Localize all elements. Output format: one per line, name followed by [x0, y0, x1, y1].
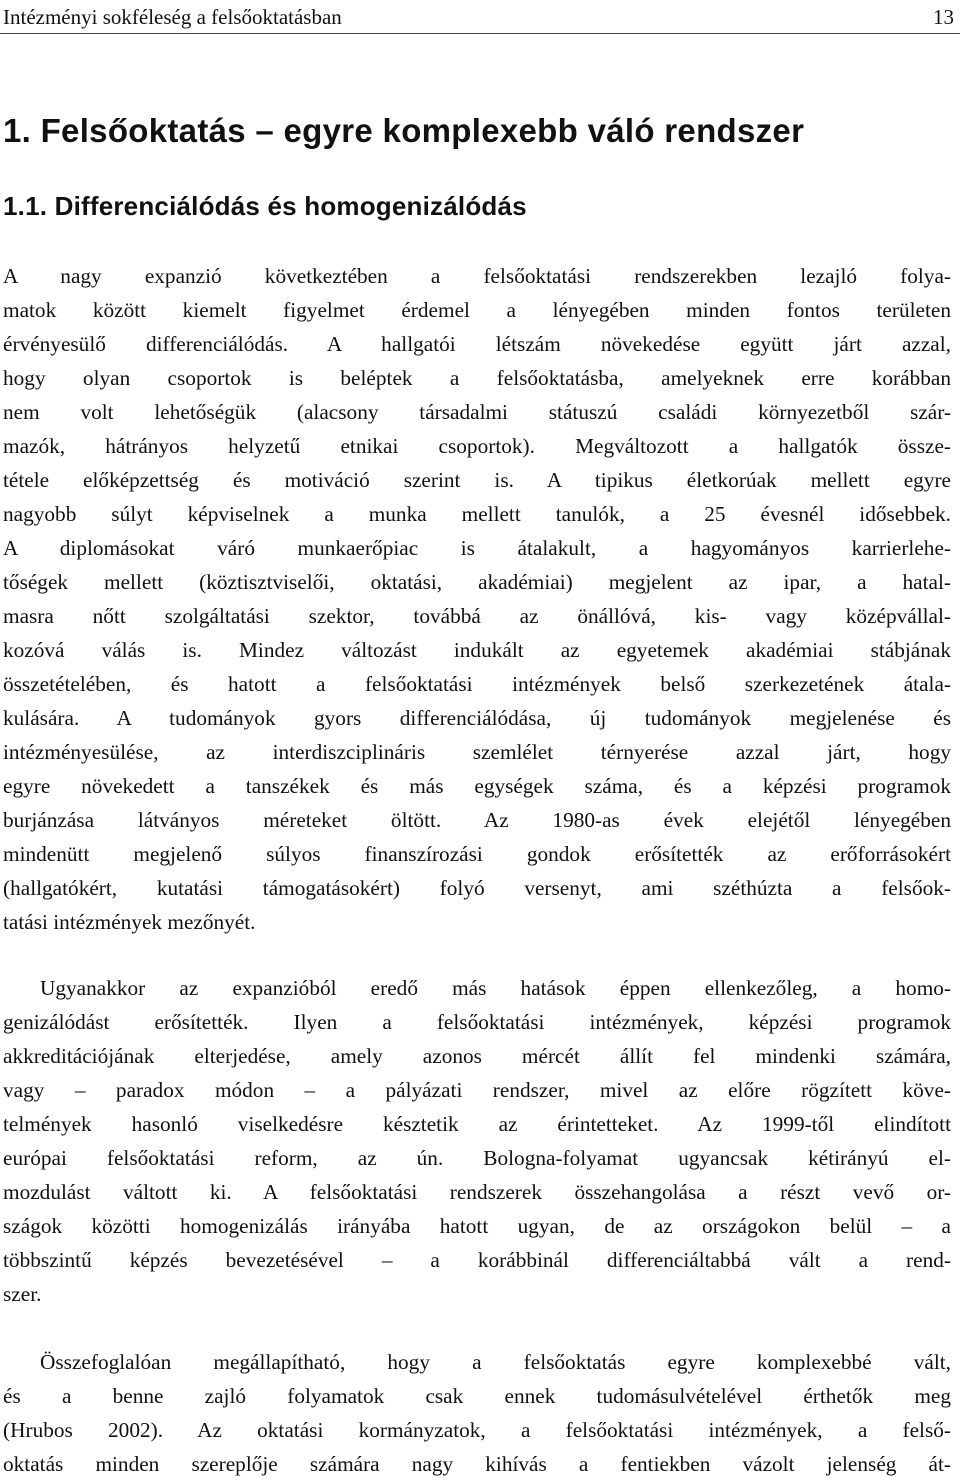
text-line: nem volt lehetőségük (alacsony társadalmi státuszú családi környezetből szár-: [3, 400, 951, 424]
text-line: kozóvá válás is. Mindez változást indukált az egyetemek akadémiai stábjának: [3, 638, 951, 662]
page-number: 13: [933, 5, 954, 29]
text-line: tétele előképzettség és motiváció szerint is. A tipikus életkorúak mellett egyre: [3, 468, 951, 492]
text-line: szer.: [3, 1282, 42, 1306]
text-line: burjánzása látványos méreteket öltött. Az 1980-as évek elejétől lényegében: [3, 808, 951, 832]
text-line: mazók, hátrányos helyzetű etnikai csoportok). Megváltozott a hallgatók össze-: [3, 434, 951, 458]
text-line: európai felsőoktatási reform, az ún. Bologna-folyamat ugyancsak kétirányú el-: [3, 1146, 951, 1170]
chapter-title: 1. Felsőoktatás – egyre komplexebb váló rendszer: [3, 112, 805, 149]
text-line: (hallgatókért, kutatási támogatásokért) folyó versenyt, ami széthúzta a felsőok-: [3, 876, 951, 900]
text-line: vagy – paradox módon – a pályázati rendszer, mivel az előre rögzített köve-: [3, 1078, 951, 1102]
paragraph-3: [3, 1345, 951, 1481]
text-line: tőségek mellett (köztisztviselői, oktatási, akadémiai) megjelent az ipar, a hatal-: [3, 570, 951, 594]
text-line: szágok közötti homogenizálás irányába hatott ugyan, de az országokon belül – a: [3, 1214, 951, 1238]
text-line: tatási intézmények mezőnyét.: [3, 910, 256, 934]
text-line: mindenütt megjelenő súlyos finanszírozási gondok erősítették az erőforrásokért: [3, 842, 951, 866]
text-line: intézményesülése, az interdiszciplináris szemlélet térnyerése azzal járt, hogy: [3, 740, 951, 764]
text-line: (Hrubos 2002). Az oktatási kormányzatok, a felsőoktatási intézmények, a felső-: [3, 1418, 951, 1442]
text-line: és a benne zajló folyamatok csak ennek tudomásulvételével érthetők meg: [3, 1384, 951, 1408]
text-line: egyre növekedett a tanszékek és más egységek száma, és a képzési programok: [3, 774, 951, 798]
text-line: matok között kiemelt figyelmet érdemel a lényegében minden fontos területen: [3, 298, 951, 322]
text-line: kulására. A tudományok gyors differenciálódása, új tudományok megjelenése és: [3, 706, 951, 730]
text-line: A nagy expanzió következtében a felsőoktatási rendszerekben lezajló folya-: [3, 264, 951, 288]
text-line: Összefoglalóan megállapítható, hogy a felsőoktatás egyre komplexebbé vált,: [40, 1350, 951, 1374]
header-rule: [0, 33, 960, 34]
paragraph-2: [3, 971, 951, 1311]
text-line: összetételében, és hatott a felsőoktatási intézmények belső szerkezetének átala-: [3, 672, 951, 696]
section-title: 1.1. Differenciálódás és homogenizálódás: [3, 191, 527, 221]
text-line: genizálódást erősítették. Ilyen a felsőoktatási intézmények, képzési programok: [3, 1010, 951, 1034]
text-line: érvényesülő differenciálódás. A hallgatói létszám növekedése együtt járt azzal,: [3, 332, 951, 356]
text-line: akkreditációjának elterjedése, amely azonos mércét állít fel mindenki számára,: [3, 1044, 951, 1068]
text-line: Ugyanakkor az expanzióból eredő más hatások éppen ellenkezőleg, a homo-: [40, 976, 951, 1000]
text-line: mozdulást váltott ki. A felsőoktatási rendszerek összehangolása a részt vevő or-: [3, 1180, 951, 1204]
text-line: A diplomásokat váró munkaerőpiac is átalakult, a hagyományos karrierlehe-: [3, 536, 951, 560]
text-line: hogy olyan csoportok is beléptek a felsőoktatásba, amelyeknek erre korábban: [3, 366, 951, 390]
running-title: Intézményi sokféleség a felsőoktatásban: [3, 5, 342, 29]
text-line: masra nőtt szolgáltatási szektor, továbbá az önállóvá, kis- vagy középvállal-: [3, 604, 951, 628]
text-line: oktatás minden szereplője számára nagy kihívás a fentiekben vázolt jelenség át-: [3, 1452, 951, 1476]
paragraph-1: [3, 259, 951, 939]
running-header: [0, 0, 960, 32]
text-line: nagyobb súlyt képviselnek a munka mellett tanulók, a 25 évesnél idősebbek.: [3, 502, 951, 526]
text-line: telmények hasonló viselkedésre késztetik az érintetteket. Az 1999-től elindított: [3, 1112, 951, 1136]
text-line: többszintű képzés bevezetésével – a korábbinál differenciáltabbá vált a rend-: [3, 1248, 951, 1272]
